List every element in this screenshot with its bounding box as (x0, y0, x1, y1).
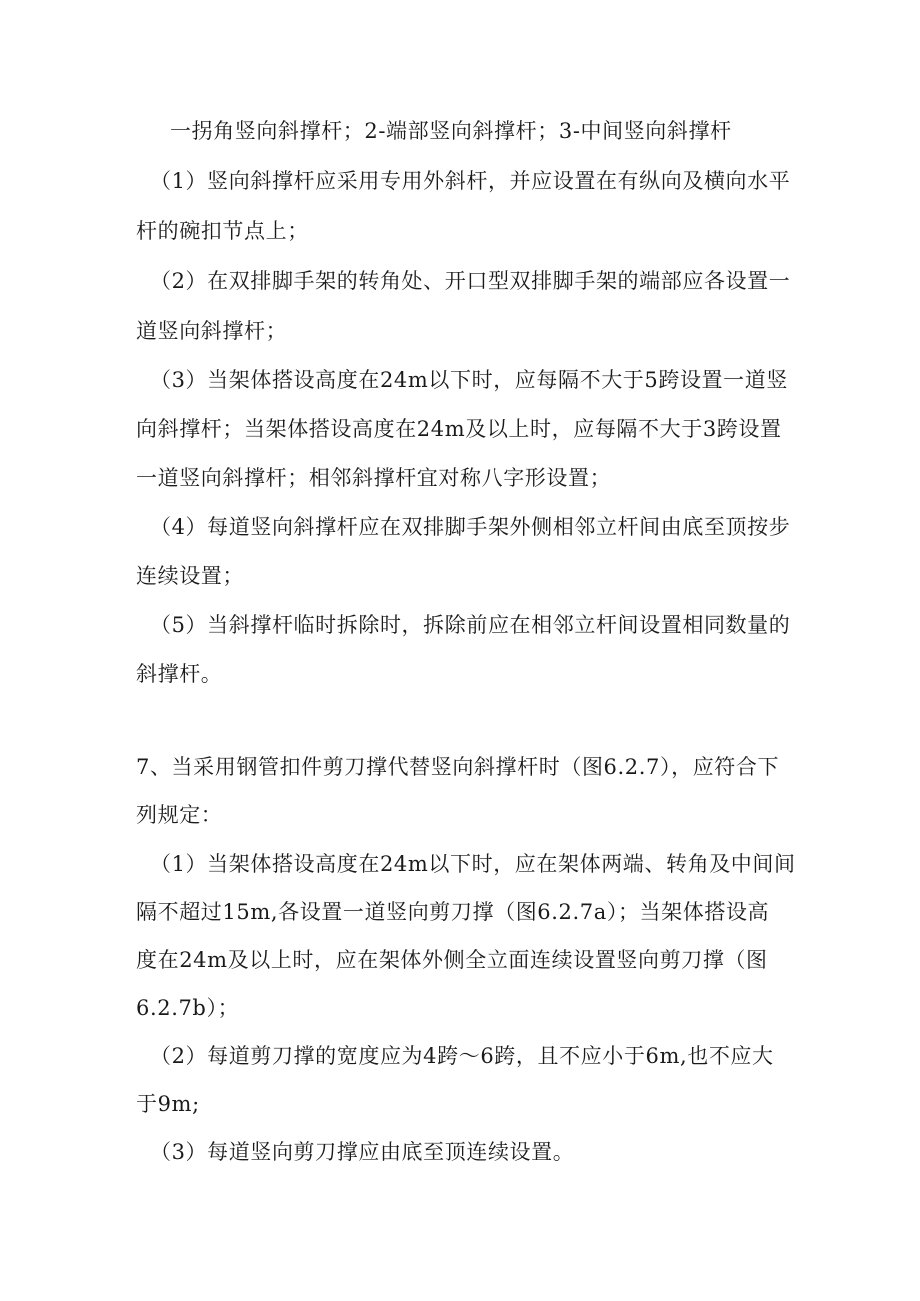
s7-item1-line1: （1）当架体搭设高度在24m以下时，应在架体两端、转角及中间间 (150, 852, 796, 876)
s6-item5-line1: （5）当斜撑杆临时拆除时，拆除前应在相邻立杆间设置相同数量的 (150, 613, 791, 637)
s6-item4-line2: 连续设置； (136, 564, 244, 588)
s6-item5-line2: 斜撑杆。 (136, 662, 223, 686)
s7-item2-line1: （2）每道剪刀撑的宽度应为4跨～6跨，且不应小于6m,也不应大 (150, 1044, 774, 1068)
s6-item2-line2: 道竖向斜撑杆； (136, 319, 288, 343)
s7-item1-line2: 隔不超过15m,各设置一道竖向剪刀撑（图6.2.7a）；当架体搭设高 (136, 900, 770, 924)
s6-item3-line1: （3）当架体搭设高度在24m以下时，应每隔不大于5跨设置一道竖 (150, 368, 788, 392)
s6-item3-line2: 向斜撑杆；当架体搭设高度在24m及以上时，应每隔不大于3跨设置 (136, 417, 782, 441)
s7-item2-line2: 于9m; (136, 1092, 200, 1116)
s7-item1-line4: 6.2.7b）； (136, 996, 240, 1020)
s7-heading-line2: 列规定： (136, 803, 223, 827)
s7-item1-line3: 度在24m及以上时，应在架体外侧全立面连续设置竖向剪刀撑（图 (136, 948, 768, 972)
s6-item1-line2: 杆的碗扣节点上； (136, 219, 309, 243)
s6-item1-line1: （1）竖向斜撑杆应采用专用外斜杆，并应设置在有纵向及横向水平 (150, 169, 791, 193)
s6-item4-line1: （4）每道竖向斜撑杆应在双排脚手架外侧相邻立杆间由底至顶按步 (150, 515, 791, 539)
s6-item3-line3: 一道竖向斜撑杆；相邻斜撑杆宜对称八字形设置； (136, 466, 612, 490)
s7-item3-line1: （3）每道竖向剪刀撑应由底至顶连续设置。 (150, 1140, 575, 1164)
s6-item2-line1: （2）在双排脚手架的转角处、开口型双排脚手架的端部应各设置一 (150, 269, 791, 293)
s7-heading-line1: 7、当采用钢管扣件剪刀撑代替竖向斜撑杆时（图6.2.7），应符合下 (136, 755, 780, 779)
figure-caption: 一拐角竖向斜撑杆；2-端部竖向斜撑杆；3-中间竖向斜撑杆 (170, 119, 732, 143)
